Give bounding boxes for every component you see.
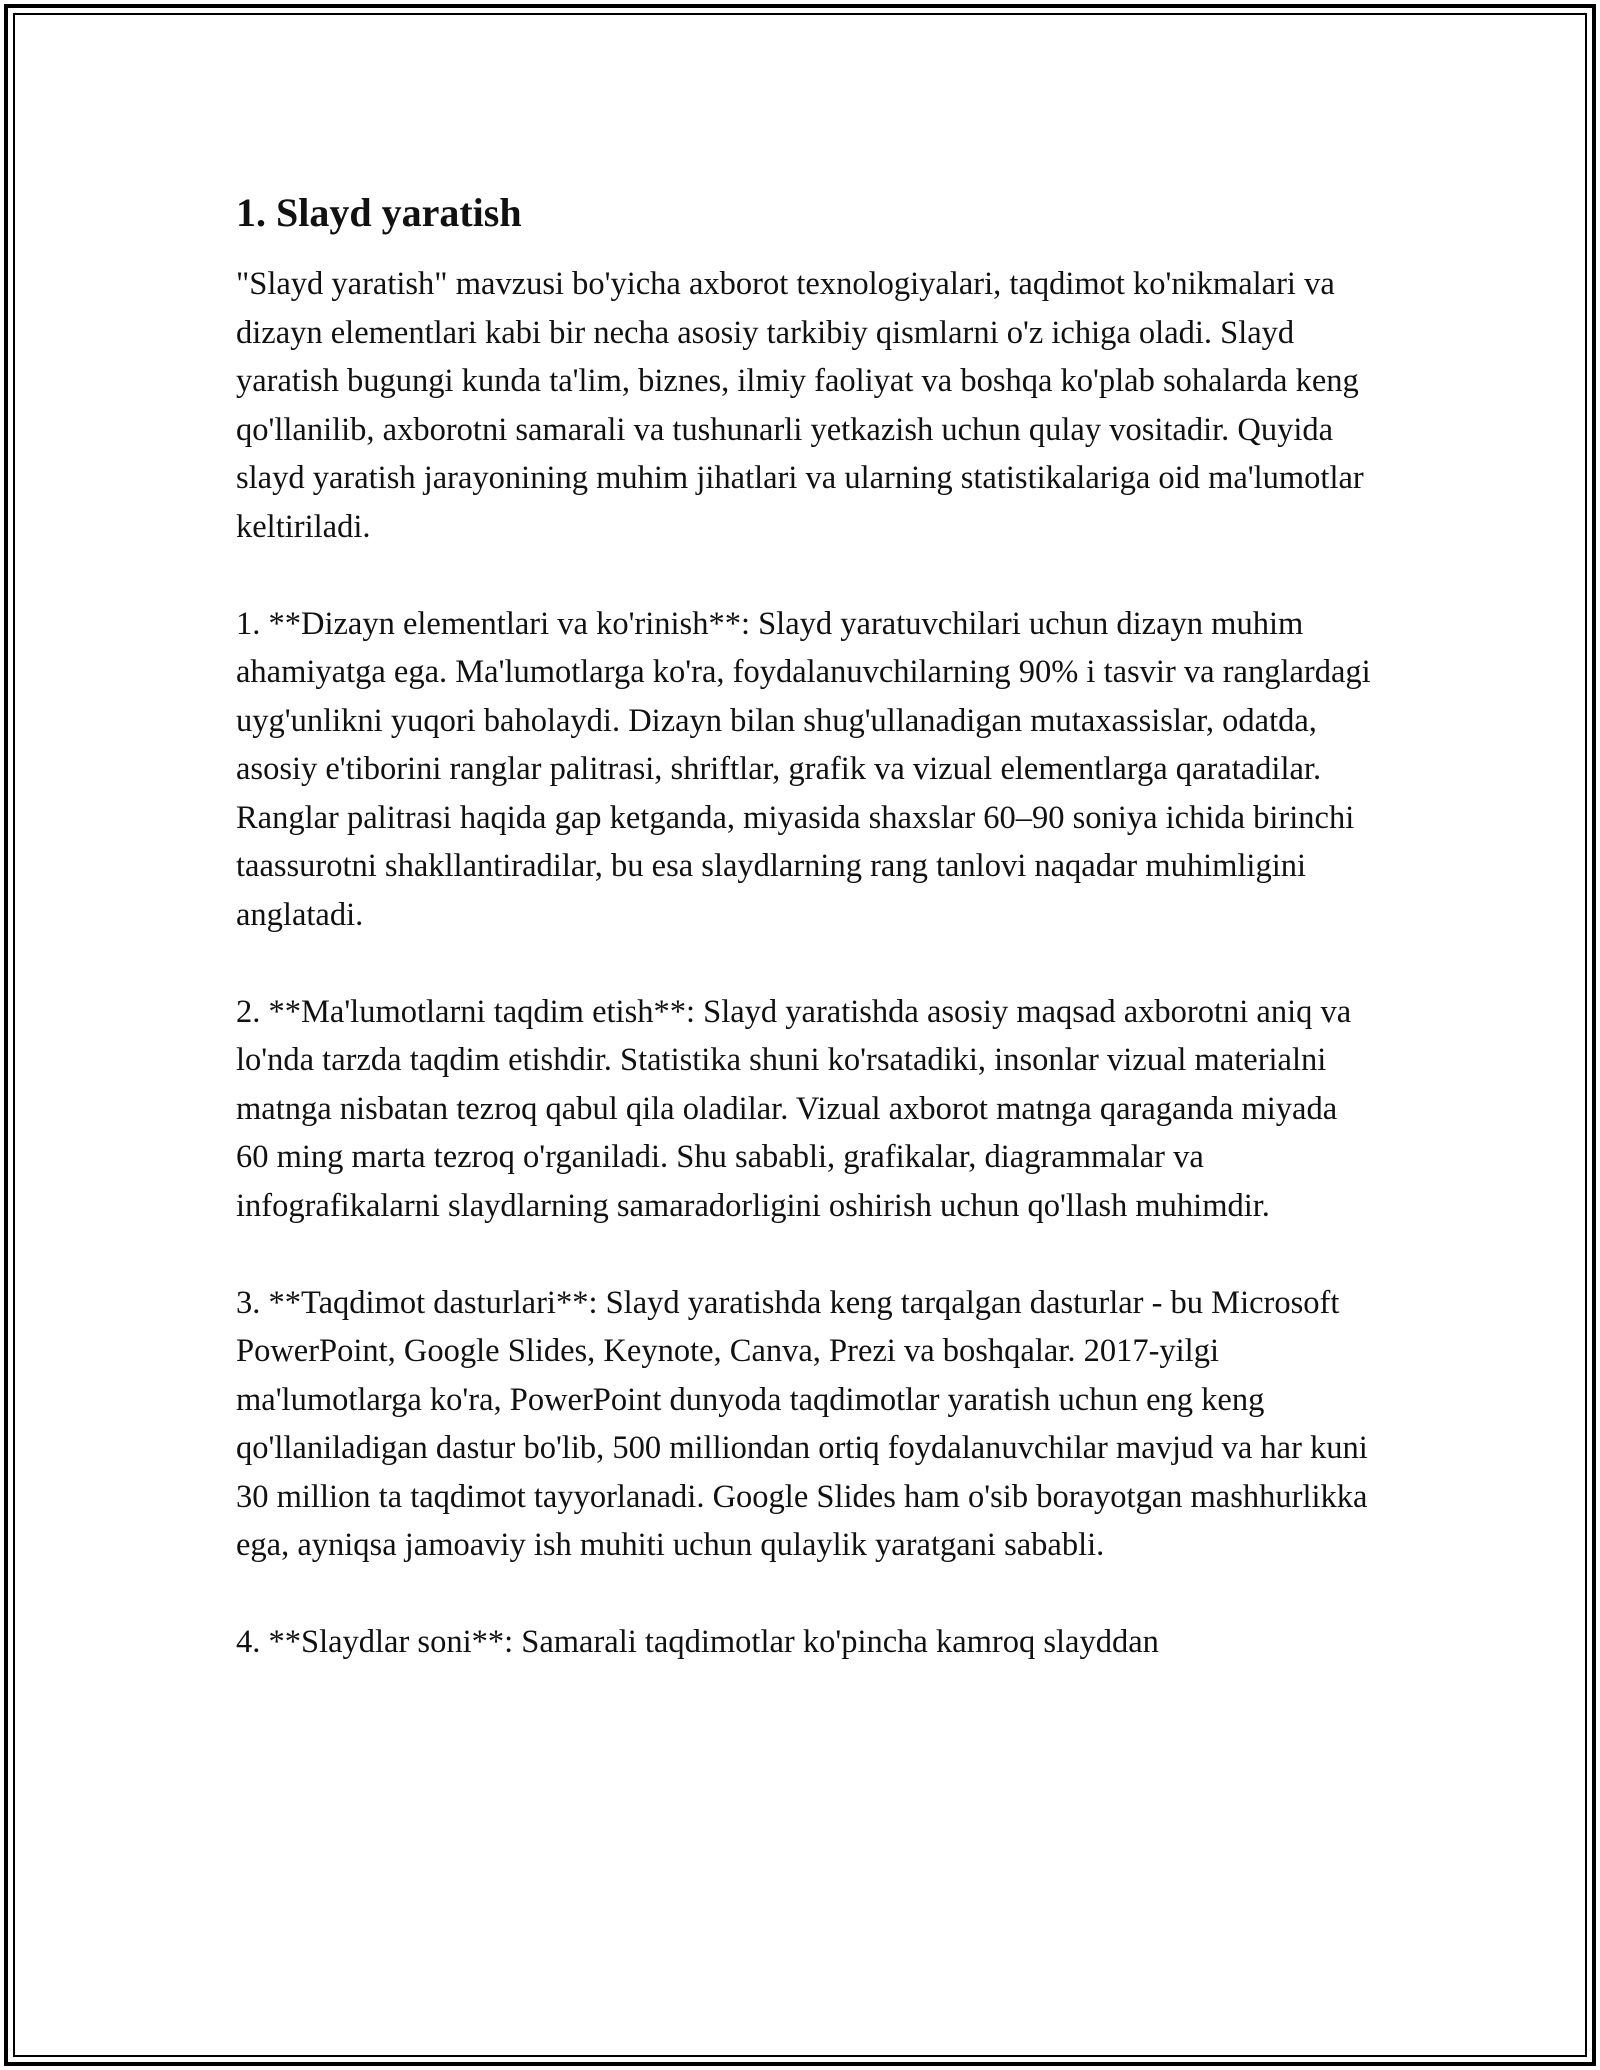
document-title: 1. Slayd yaratish (236, 190, 522, 235)
paragraph-design-elements: 1. **Dizayn elementlari va ko'rinish**: Slayd yaratuvchilari uchun dizayn muhim ahamiyatga ega. Ma'lumotlarga ko'ra, foydalanuvchilarning 90% i tasvir va ranglardagi uyg'unlikni yuqori baholaydi. Dizayn bilan shug'ullanadigan mutaxassislar, odatda, asosiy e'tiborini ranglar palitrasi, shriftlar, grafik va vizual elementlarga qaratadilar. Ranglar palitrasi haqida gap ketganda, miyasida shaxslar 60–90 soniya ichida birinchi taassurotni shakllantiradilar, bu esa slaydlarning rang tanlovi naqadar muhimligini anglatadi. (236, 605, 1371, 933)
intro-paragraph: "Slayd yaratish" mavzusi bo'yicha axborot texnologiyalari, taqdimot ko'nikmalari va dizayn elementlari kabi bir necha asosiy tarkibiy qismlarni o'z ichiga oladi. Slayd yaratish bugungi kunda ta'lim, biznes, ilmiy faoliyat va boshqa ko'plab sohalarda keng qo'llanilib, axborotni samarali va tushunarli yetkazish uchun qulay vositadir. Quyida slayd yaratish jarayonining muhim jihatlari va ularning statistikalariga oid ma'lumotlar keltiriladi. (236, 266, 1364, 545)
document-body (236, 186, 1376, 1667)
paragraph-data-presentation: 2. **Ma'lumotlarni taqdim etish**: Slayd yaratishda asosiy maqsad axborotni aniq va lo'nda tarzda taqdim etishdir. Statistika shuni ko'rsatadiki, insonlar vizual materialni matnga nisbatan tezroq qabul qila oladilar. Vizual axborot matnga qaraganda miyada 60 ming marta tezroq o'rganiladi. Shu sababli, grafikalar, diagrammalar va infografikalarni slaydlarning samaradorligini oshirish uchun qo'llash muhimdir. (236, 993, 1352, 1224)
paragraph-slide-count: 4. **Slaydlar soni**: Samarali taqdimotlar ko'pincha kamroq slayddan (236, 1624, 1159, 1660)
paragraph-presentation-software: 3. **Taqdimot dasturlari**: Slayd yaratishda keng tarqalgan dasturlar - bu Microsoft PowerPoint, Google Slides, Keynote, Canva, Prezi va boshqalar. 2017-yilgi ma'lumotlarga ko'ra, PowerPoint dunyoda taqdimotlar yaratish uchun eng keng qo'llaniladigan dastur bo'lib, 500 milliondan ortiq foydalanuvchilar mavjud va har kuni 30 million ta taqdimot tayyorlanadi. Google Slides ham o'sib borayotgan mashhurlikka ega, ayniqsa jamoaviy ish muhiti uchun qulaylik yaratgani sababli. (236, 1284, 1368, 1563)
